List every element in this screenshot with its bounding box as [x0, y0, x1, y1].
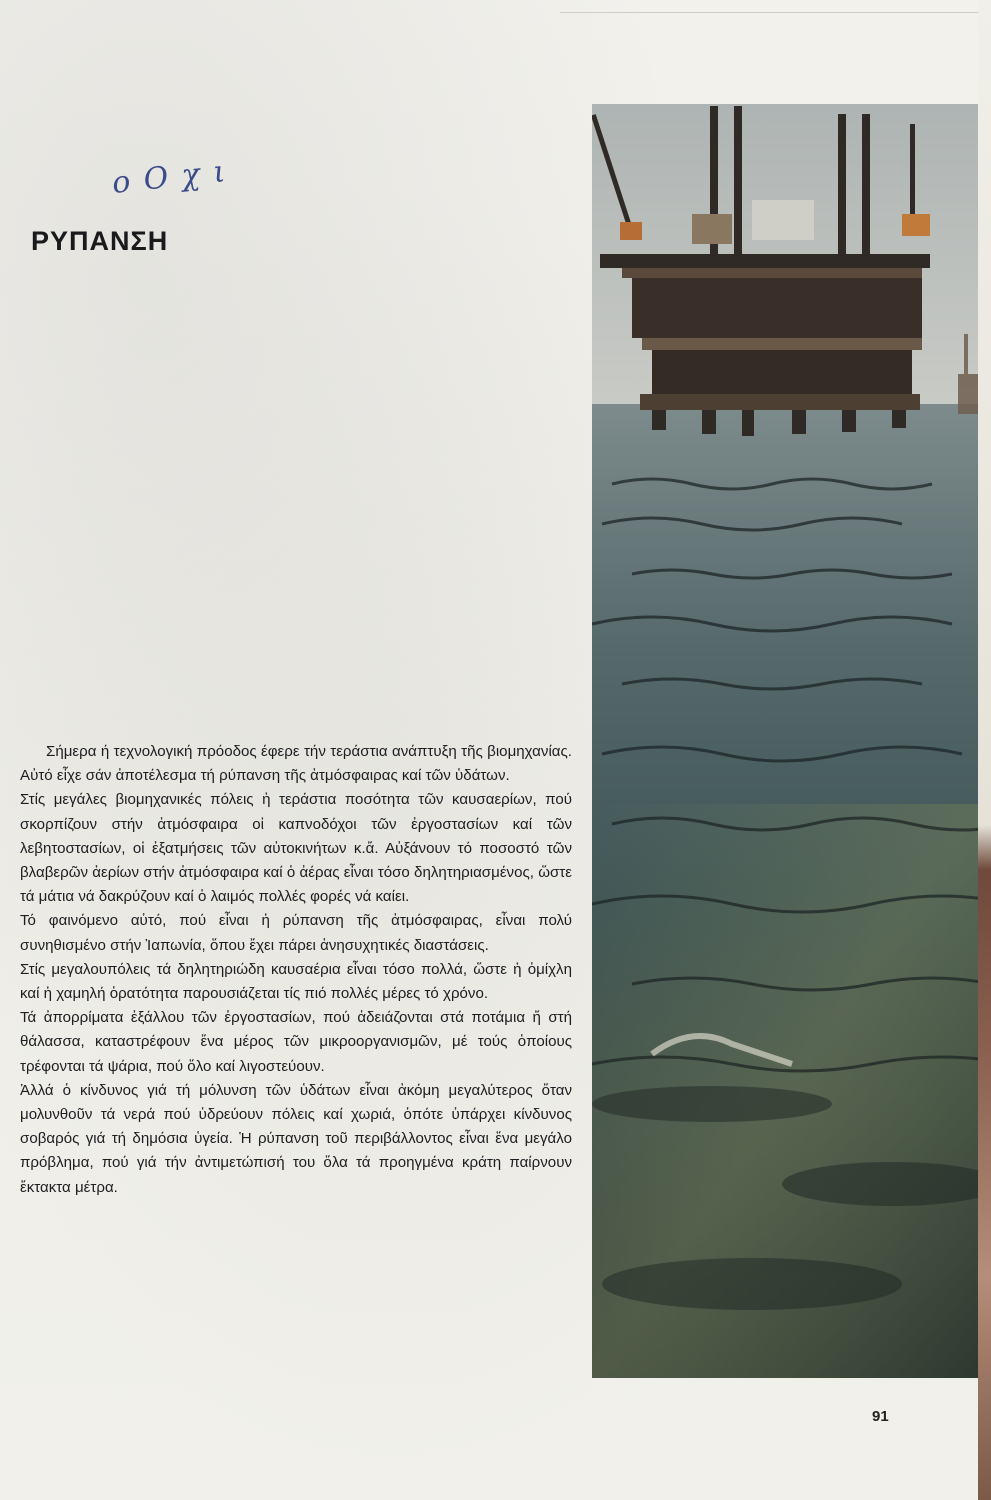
oil-platform-photo — [592, 104, 980, 1378]
page-number: 91 — [872, 1408, 889, 1425]
paragraph: Σήμερα ή τεχνολογική πρόοδος έφερε τήν τεράστια ανάπτυξη τῆς βιομηχανίας. Αὐτό εἶχε σάν ἀποτέλεσμα τή ρύπανση τῆς ἀτμόσφαιρας καί τῶν ὑδάτων. — [20, 743, 572, 785]
handwritten-annotation: ο Ο χ ι — [110, 154, 229, 201]
paragraph: Τό φαινόμενο αὐτό, πού εἶναι ἡ ρύπανση τῆς ἀτμόσφαιρας, εἶναι πολύ συνηθισμένο στήν Ἰαπωνία, ὅπου ἔχει πάρει ἀνησυχητικές διαστάσεις. — [20, 912, 572, 954]
top-rule — [560, 12, 978, 13]
paragraph: Τά ἀπορρίματα ἐξάλλου τῶν ἐργοστασίων, πού ἀδειάζονται στά ποτάμια ἤ στή θάλασσα, καταστρέφουν ἕνα μέρος τῶν μικροοργανισμῶν, μέ τούς ὁποίους τρέφονται τά ψάρια, πού ὅλο καί λιγοστεύουν. — [20, 1009, 572, 1075]
page-title: ΡΥΠΑΝΣΗ — [31, 226, 169, 256]
paragraph: Ἀλλά ὁ κίνδυνος γιά τή μόλυνση τῶν ὑδάτων εἶναι ἀκόμη μεγαλύτερος ὅταν μολυνθοῦν τά νερά πού ὑδρεύουν πόλεις καί χωριά, ὁπότε ὑπάρχει κίνδυνος σοβαρός γιά τή δημόσια ὑγεία. Ἡ ρύπανση τοῦ περιβάλλοντος εἶναι ἕνα μεγάλο πρόβλημα, πού γιά τήν ἀντιμετώπισή του ὅλα τά προηγμένα κράτη παίρνουν ἔκτακτα μέτρα. — [20, 1081, 572, 1196]
paragraph: Στίς μεγαλουπόλεις τά δηλητηριώδη καυσαέρια εἶναι τόσο πολλά, ὥστε ἡ ὁμίχλη καί ἡ χαμηλή ὁρατότητα παρουσιάζεται τίς πιό πολλές μέρες τό χρόνο. — [20, 960, 572, 1003]
paragraph: Στίς μεγάλες βιομηχανικές πόλεις ἡ τεράστια ποσότητα τῶν καυσαερίων, πού σκορπίζουν στήν ἀτμόσφαιρα οἱ καπνοδόχοι τῶν ἐργοστασίων καί τῶν λεβητοστασίων, οἱ ἐξατμήσεις τῶν αὐτοκινήτων κ.ἄ. Αὐξάνουν τό ποσοστό τῶν βλαβερῶν ἀερίων στήν ἀτμόσφαιρα καί ὁ ἀέρας εἶναι τόσο δηλητηριασμένος, ὥστε τά μάτια νά δακρύζουν καί ὁ λαιμός πολλές φορές νά καίει. — [20, 791, 572, 906]
next-page-edge — [978, 0, 991, 1500]
article-body — [20, 740, 572, 1200]
